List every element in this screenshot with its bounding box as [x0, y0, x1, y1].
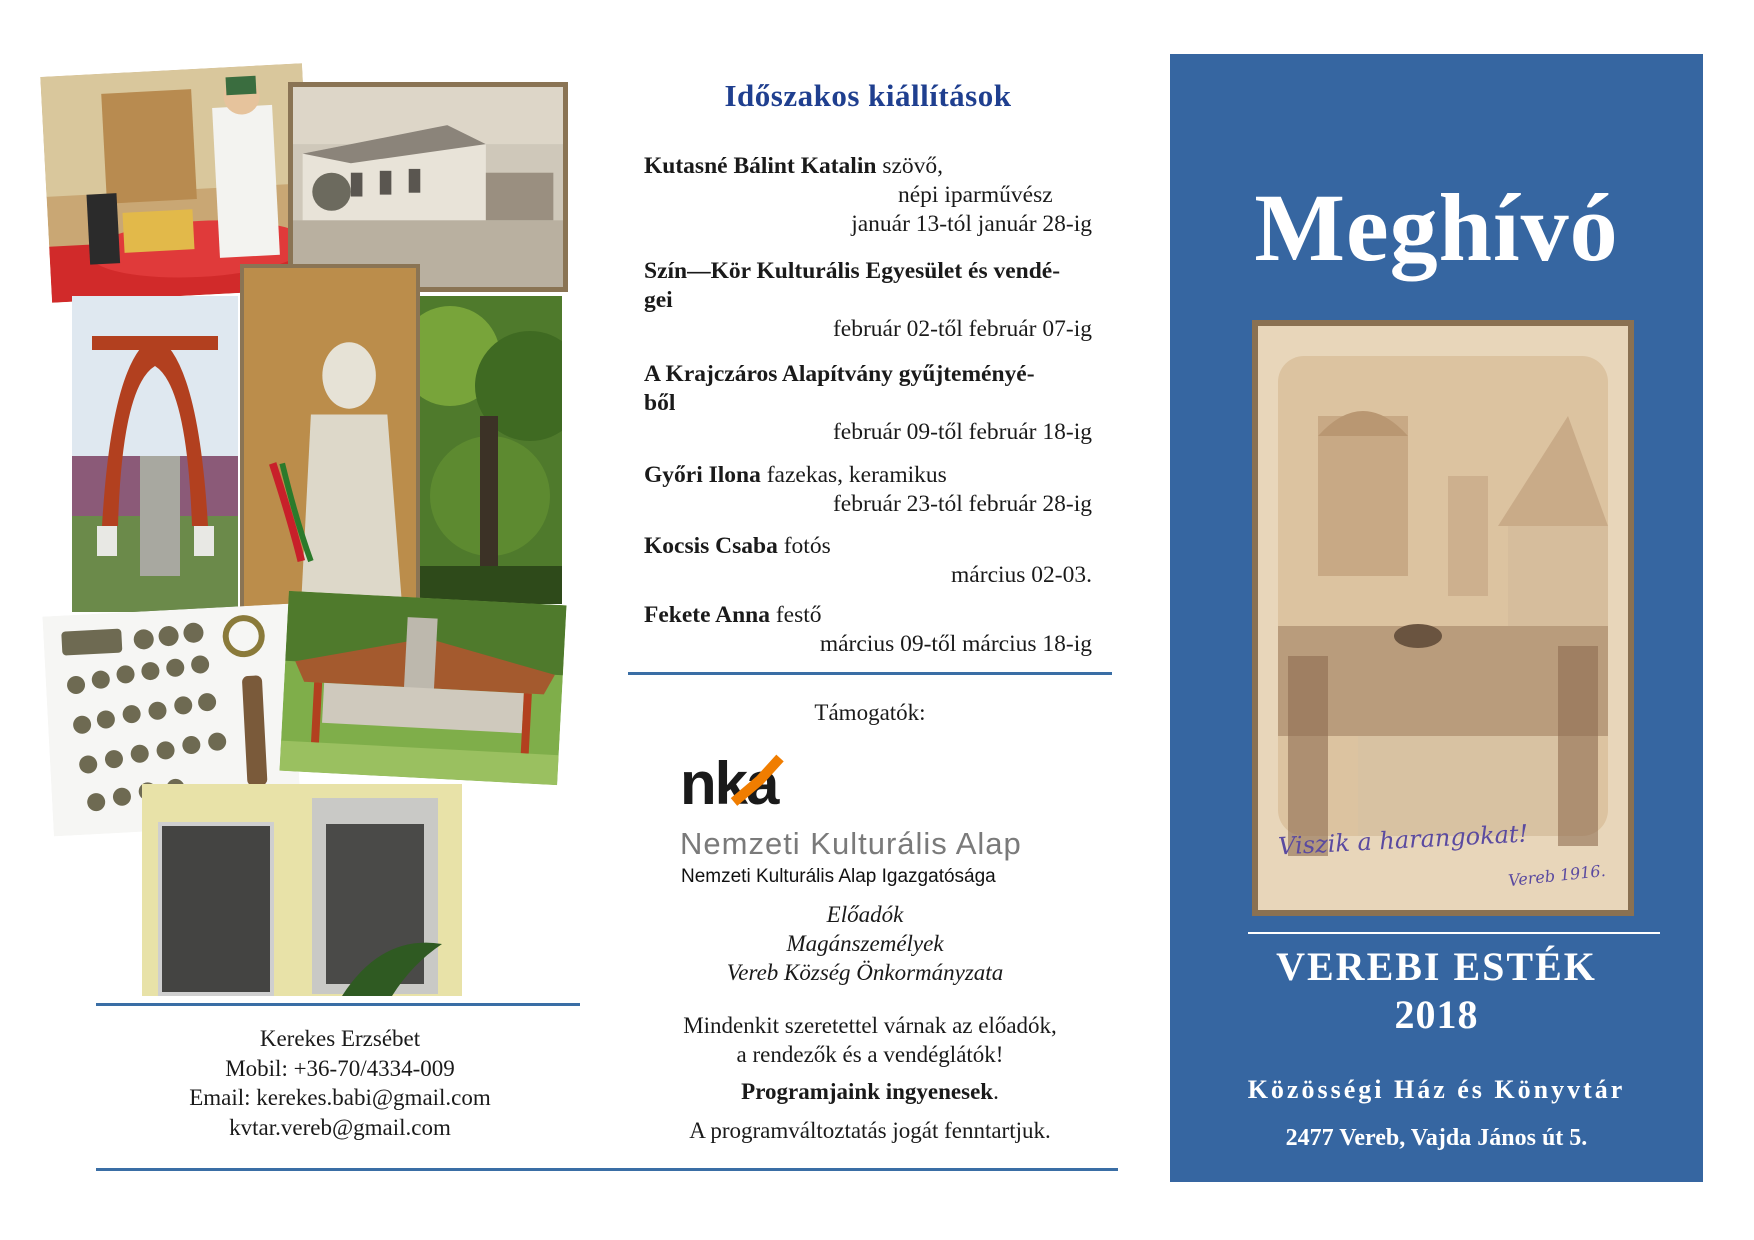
exhibition-dates: február 02-től február 07-ig [832, 316, 1092, 342]
cover-year: 2018 [1394, 992, 1479, 1037]
free-programs-dot: . [993, 1079, 999, 1104]
exhibitor-name: Fekete Anna [644, 602, 770, 628]
photo-memorial-plaques [142, 784, 462, 996]
exhibition-item-6 [644, 601, 1092, 659]
exhibitor-name: Kutasné Bálint Katalin [644, 153, 877, 179]
contact-email2[interactable]: kvtar.vereb@gmail.com [229, 1114, 451, 1140]
exhibition-item-2 [644, 257, 1092, 344]
left-divider [96, 1003, 580, 1006]
exhibition-item-1 [644, 152, 1092, 239]
photo-old-building [288, 82, 568, 292]
bottom-divider [96, 1168, 1118, 1171]
welcome-line-1: Mindenkit szeretettel várnak az előadók, [683, 1013, 1057, 1038]
contact-block [120, 1024, 560, 1142]
changes-notice: A programváltoztatás jogát fenntartjuk. [689, 1118, 1051, 1143]
exhibitor-name-2: ből [644, 390, 676, 416]
exhibition-item-3 [644, 360, 1092, 447]
nka-logo-subtitle: Nemzeti Kulturális Alap Igazgatósága [681, 866, 996, 887]
sponsors-label: Támogatók: [814, 700, 926, 725]
cover-panel [1170, 54, 1703, 1182]
sponsor-municipality: Vereb Község Önkormányzata [726, 960, 1004, 985]
exhibitions-title: Időszakos kiállítások [724, 78, 1012, 113]
cover-event: VEREBI ESTÉK [1276, 944, 1597, 989]
contact-name: Kerekes Erzsébet [259, 1026, 421, 1051]
cover-venue: Közösségi Ház és Könyvtár [1247, 1075, 1626, 1104]
exhibition-dates: január 13-tól január 28-ig [851, 211, 1092, 237]
exhibitor-role: fotós [777, 533, 831, 559]
photo-bbq-shelter [279, 591, 566, 785]
exhibitor-name: A Krajczáros Alapítvány gyűjteményé- [644, 361, 1035, 387]
exhibitor-role: festő [769, 602, 822, 628]
cover-historic-photo [1252, 320, 1634, 916]
exhibitor-name: Győri Ilona [644, 462, 761, 488]
exhibitor-name-2: gei [644, 287, 673, 313]
exhibitor-role: szövő, [876, 153, 944, 179]
exhibitor-role: fazekas, keramikus [760, 462, 947, 488]
free-programs [640, 1077, 1100, 1106]
welcome-line-2: a rendezők és a vendéglátók! [736, 1042, 1004, 1067]
middle-divider [628, 672, 1112, 675]
exhibition-item-4 [644, 461, 1092, 519]
exhibitor-name: Kocsis Csaba [644, 533, 778, 559]
cover-title: Meghívó [1254, 174, 1619, 281]
nka-logo-name: Nemzeti Kulturális Alap [680, 826, 1022, 861]
exhibition-dates: március 09-től március 18-ig [819, 631, 1092, 657]
contact-mobile: Mobil: +36-70/4334-009 [225, 1055, 455, 1081]
nka-logo-mark [680, 752, 820, 812]
exhibition-item-5 [644, 532, 1092, 590]
contact-email[interactable]: Email: kerekes.babi@gmail.com [189, 1085, 491, 1110]
photo-forest [420, 296, 562, 604]
exhibitor-name: Szín—Kör Kulturális Egyesület és vendé- [644, 258, 1061, 284]
exhibition-dates: február 09-től február 18-ig [832, 419, 1092, 445]
sponsor-performers: Előadók [826, 902, 904, 927]
cover-divider [1248, 932, 1660, 934]
photo-wheat-statue [240, 264, 420, 612]
exhibitor-role-2: népi iparművész [898, 182, 1053, 208]
cover-photo-caption-2: Vereb 1916. [1507, 860, 1607, 891]
photo-wooden-monument [72, 296, 238, 612]
exhibition-dates: március 02-03. [951, 562, 1092, 588]
exhibition-dates: február 23-tól február 28-ig [832, 491, 1092, 517]
free-programs-text: Programjaink ingyenesek [741, 1079, 994, 1104]
cover-photo-caption: Viszik a harangokat! [1277, 819, 1529, 861]
cover-address: 2477 Vereb, Vajda János út 5. [1285, 1125, 1588, 1151]
nka-logo-letters: nka [680, 752, 778, 812]
sponsor-individuals: Magánszemélyek [786, 931, 944, 956]
